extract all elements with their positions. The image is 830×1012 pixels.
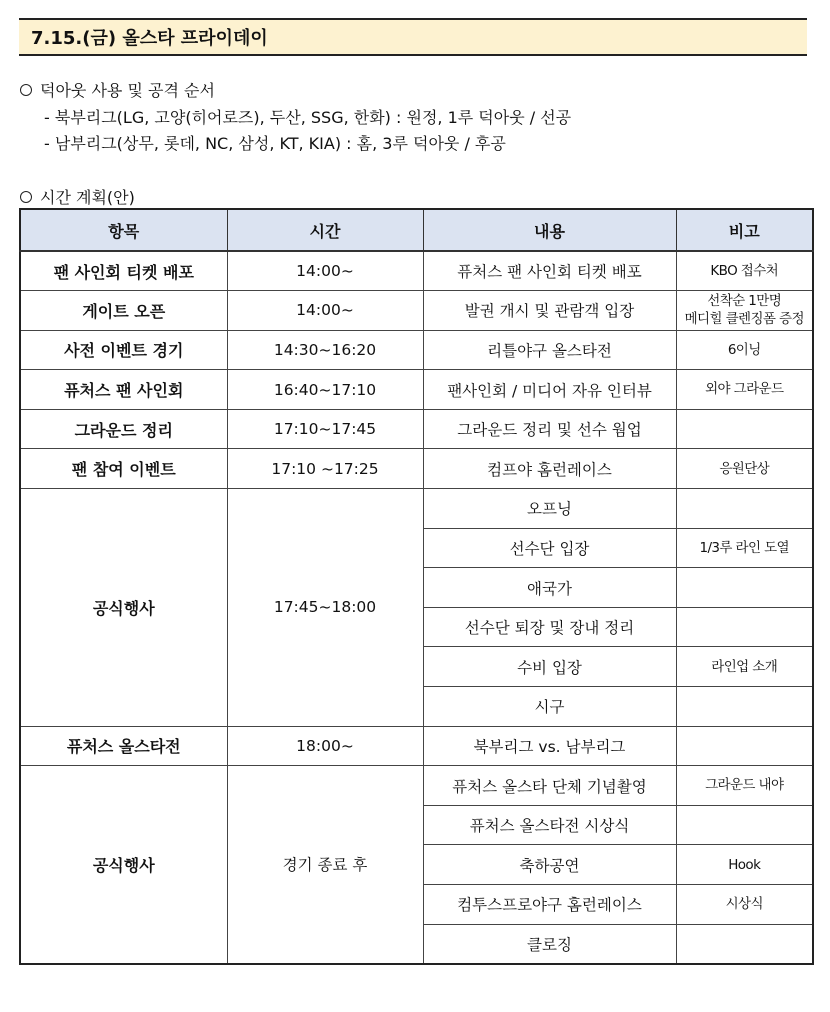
row-note — [676, 489, 813, 529]
row-time: 17:10~17:45 — [227, 409, 423, 449]
row-item: 공식행사 — [20, 766, 227, 964]
row-time: 18:00~ — [227, 726, 423, 766]
row-content: 퓨처스 팬 사인회 티켓 배포 — [423, 251, 676, 291]
row-note-line: 선착순 1만명 — [707, 293, 782, 310]
row-note — [676, 726, 813, 766]
row-item: 그라운드 정리 — [20, 409, 227, 449]
table-row — [20, 330, 813, 370]
table-row — [20, 291, 813, 331]
row-item: 게이트 오픈 — [20, 291, 227, 331]
row-time: 17:45~18:00 — [227, 489, 423, 727]
row-time: 14:00~ — [227, 291, 423, 331]
circle-bullet-icon — [20, 191, 32, 203]
row-item: 퓨처스 팬 사인회 — [20, 370, 227, 410]
row-content: 그라운드 정리 및 선수 웜업 — [423, 409, 676, 449]
row-content: 수비 입장 — [423, 647, 676, 687]
header-note: 비고 — [676, 209, 813, 251]
row-content: 클로징 — [423, 924, 676, 964]
table-row — [20, 409, 813, 449]
row-note — [676, 291, 813, 331]
row-note — [676, 607, 813, 647]
row-time: 경기 종료 후 — [227, 766, 423, 964]
schedule-table — [19, 208, 814, 965]
row-note — [676, 924, 813, 964]
row-note: KBO 접수처 — [676, 251, 813, 291]
row-item: 공식행사 — [20, 489, 227, 727]
row-content: 발권 개시 및 관람객 입장 — [423, 291, 676, 331]
table-row — [20, 766, 813, 806]
section-dugout — [20, 78, 215, 101]
page-title — [19, 18, 807, 56]
row-note — [676, 687, 813, 727]
row-item: 팬 사인회 티켓 배포 — [20, 251, 227, 291]
header-content: 내용 — [423, 209, 676, 251]
row-item: 퓨처스 올스타전 — [20, 726, 227, 766]
section-schedule — [20, 185, 135, 208]
row-note: 라인업 소개 — [676, 647, 813, 687]
row-note: 외야 그라운드 — [676, 370, 813, 410]
row-content: 오프닝 — [423, 489, 676, 529]
section-schedule-heading: 시간 계획(안) — [40, 188, 135, 207]
row-content: 리틀야구 올스타전 — [423, 330, 676, 370]
table-row — [20, 489, 813, 529]
row-time: 14:30~16:20 — [227, 330, 423, 370]
row-note — [676, 409, 813, 449]
row-content: 선수단 입장 — [423, 528, 676, 568]
row-time: 14:00~ — [227, 251, 423, 291]
row-content: 축하공연 — [423, 845, 676, 885]
row-item: 사전 이벤트 경기 — [20, 330, 227, 370]
row-note: Hook — [676, 845, 813, 885]
header-item: 항목 — [20, 209, 227, 251]
circle-bullet-icon — [20, 84, 32, 96]
table-header-row — [20, 209, 813, 251]
section-dugout-heading: 덕아웃 사용 및 공격 순서 — [40, 81, 215, 100]
row-time: 16:40~17:10 — [227, 370, 423, 410]
row-content: 북부리그 vs. 남부리그 — [423, 726, 676, 766]
table-row — [20, 726, 813, 766]
row-note: 6이닝 — [676, 330, 813, 370]
row-content: 팬사인회 / 미디어 자유 인터뷰 — [423, 370, 676, 410]
header-time: 시간 — [227, 209, 423, 251]
row-content: 퓨처스 올스타전 시상식 — [423, 805, 676, 845]
row-note: 1/3루 라인 도열 — [676, 528, 813, 568]
table-row — [20, 449, 813, 489]
row-note-line: 메디힐 클렌징폼 증정 — [684, 311, 804, 328]
row-content: 애국가 — [423, 568, 676, 608]
table-row — [20, 370, 813, 410]
row-note — [676, 568, 813, 608]
page-title-text: 7.15.(금) 올스타 프라이데이 — [31, 28, 268, 49]
row-note: 시상식 — [676, 885, 813, 925]
row-content: 퓨처스 올스타 단체 기념촬영 — [423, 766, 676, 806]
dugout-line-south: - 남부리그(상무, 롯데, NC, 삼성, KT, KIA) : 홈, 3루 덕아웃 / 후공 — [44, 134, 506, 153]
table-row — [20, 251, 813, 291]
row-note — [676, 805, 813, 845]
dugout-line-north: - 북부리그(LG, 고양(히어로즈), 두산, SSG, 한화) : 원정, 1루 덕아웃 / 선공 — [44, 108, 572, 127]
row-content: 컴투스프로야구 홈런레이스 — [423, 885, 676, 925]
row-item: 팬 참여 이벤트 — [20, 449, 227, 489]
row-note: 그라운드 내야 — [676, 766, 813, 806]
row-time: 17:10 ~17:25 — [227, 449, 423, 489]
row-note: 응원단상 — [676, 449, 813, 489]
row-content: 선수단 퇴장 및 장내 정리 — [423, 607, 676, 647]
row-content: 시구 — [423, 687, 676, 727]
row-content: 컴프야 홈런레이스 — [423, 449, 676, 489]
